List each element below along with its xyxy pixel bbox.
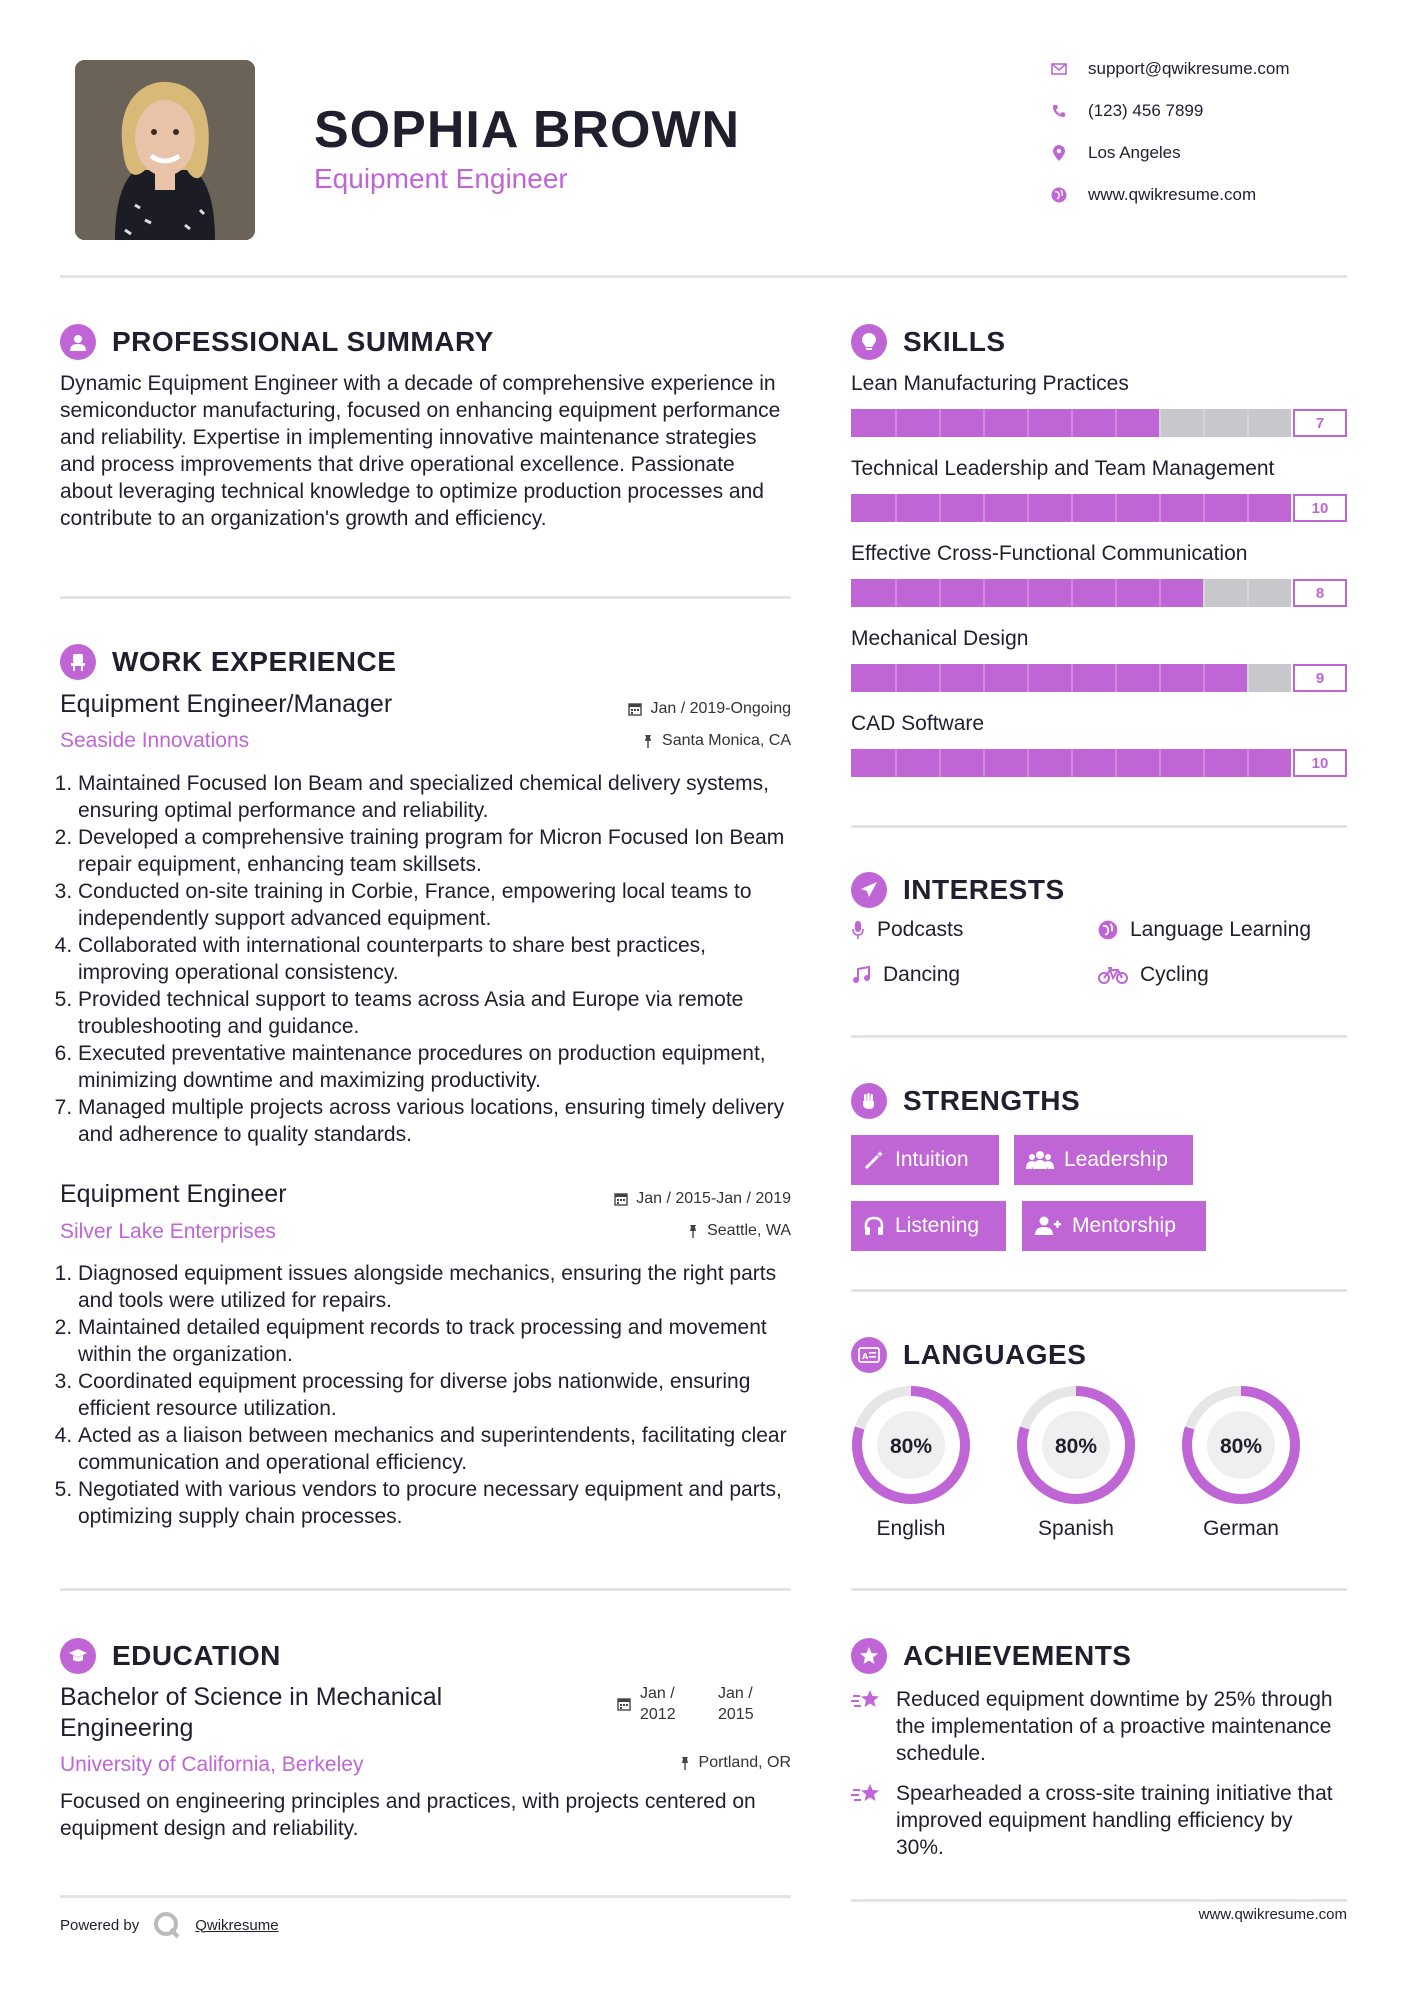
language-name: English	[876, 1517, 946, 1540]
job-dates: Jan / 2019-Ongoing	[520, 700, 791, 718]
profile-photo	[75, 60, 255, 240]
user-plus-icon	[1034, 1215, 1062, 1237]
skill-bar	[851, 494, 1347, 522]
strengths-divider	[851, 1289, 1347, 1292]
languages-divider	[851, 1588, 1347, 1591]
list-item: 5. Negotiated with various vendors to procure necessary equipment and parts, optimizing supply chain processes.	[78, 1476, 793, 1530]
achievement-item: Reduced equipment downtime by 25% through the implementation of a proactive maintenance schedule.	[896, 1688, 1333, 1765]
lightbulb-icon	[851, 324, 887, 360]
skill-bar-segment	[1027, 664, 1029, 692]
star-icon	[851, 1782, 883, 1808]
interest-item: Language Learning	[1098, 918, 1311, 942]
skill-score: 9	[1293, 664, 1347, 692]
pin-icon	[687, 1224, 699, 1238]
list-item: 2. Developed a comprehensive training program for Micron Focused Ion Beam repair equipment, enhancing team skillsets.	[78, 824, 793, 878]
skill-bar-segment	[1203, 664, 1205, 692]
edu-start-month: Jan /	[640, 1685, 675, 1702]
map-pin-icon	[1050, 144, 1068, 162]
skill-bar-segment	[1115, 664, 1117, 692]
website-text: www.qwikresume.com	[1088, 185, 1257, 204]
skill-bar-segment	[1159, 409, 1161, 437]
magic-wand-icon	[863, 1149, 885, 1171]
languages-heading: A LANGUAGES	[851, 1337, 1086, 1373]
globe-icon	[1098, 920, 1118, 940]
skill-bar-segment	[1115, 749, 1117, 777]
globe-icon	[1050, 186, 1068, 204]
skill-bar-segment	[939, 579, 941, 607]
skill-score: 10	[1293, 494, 1347, 522]
group-icon	[1026, 1149, 1054, 1171]
list-item: 3. Coordinated equipment processing for diverse jobs nationwide, ensuring efficient resource utilization.	[78, 1368, 793, 1422]
education-heading: EDUCATION	[60, 1638, 281, 1674]
interests-divider	[851, 1035, 1347, 1038]
skill-bar-segment	[895, 579, 897, 607]
list-item: 5. Provided technical support to teams across Asia and Europe via remote troubleshooting and guidance.	[78, 986, 793, 1040]
music-note-icon	[851, 965, 871, 985]
footer-website[interactable]: www.qwikresume.com	[1198, 1906, 1347, 1923]
skill-bar-segment	[1071, 664, 1073, 692]
degree-line-2: Engineering	[60, 1714, 194, 1742]
skill-bar-segment	[1159, 664, 1161, 692]
contact-website[interactable]	[1050, 180, 1256, 210]
skill-bar-segment	[1159, 749, 1161, 777]
skill-bar-segment	[1247, 494, 1249, 522]
qwikresume-link[interactable]: Qwikresume	[195, 1916, 279, 1934]
graduation-icon	[60, 1638, 96, 1674]
work-divider	[60, 1588, 791, 1591]
strength-chip: Mentorship	[1022, 1201, 1206, 1251]
interests-heading: INTERESTS	[851, 872, 1065, 908]
skill-bar-segment	[939, 494, 941, 522]
skill-bar	[851, 749, 1347, 777]
envelope-icon	[1050, 60, 1068, 78]
candidate-name: SOPHIA BROWN	[314, 101, 741, 159]
strength-chip: Intuition	[851, 1135, 999, 1185]
calendar-icon	[617, 1697, 631, 1711]
microphone-icon	[851, 920, 865, 940]
header-divider	[60, 275, 1347, 278]
skill-bar	[851, 664, 1347, 692]
skill-bar-segment	[1115, 409, 1117, 437]
footer-divider-left	[60, 1895, 791, 1898]
language-percent: 80%	[1219, 1435, 1263, 1458]
email-text: support@qwikresume.com	[1088, 59, 1290, 78]
user-icon	[60, 324, 96, 360]
language-percent: 80%	[1054, 1435, 1098, 1458]
pin-icon	[679, 1756, 691, 1770]
skill-bar-segment	[895, 664, 897, 692]
skill-bar-segment	[983, 409, 985, 437]
skill-bar-segment	[939, 409, 941, 437]
skill-bar-segment	[1247, 579, 1249, 607]
list-item: 6. Executed preventative maintenance procedures on production equipment, minimizing downtime and maximizing productivity.	[78, 1040, 793, 1094]
hand-icon	[851, 1083, 887, 1119]
skill-bar-segment	[1115, 494, 1117, 522]
edu-end-month: Jan /	[718, 1685, 753, 1702]
language-name: German	[1203, 1517, 1279, 1540]
language-name: Spanish	[1038, 1517, 1114, 1540]
job-company: Silver Lake Enterprises	[60, 1220, 276, 1243]
language-card-icon	[851, 1337, 887, 1373]
location-text: Los Angeles	[1088, 143, 1181, 162]
skill-bar	[851, 579, 1347, 607]
skill-name: Lean Manufacturing Practices	[851, 372, 1129, 395]
skill-bar-segment	[1247, 749, 1249, 777]
skill-bar-segment	[895, 749, 897, 777]
footer-divider-right	[851, 1899, 1347, 1902]
list-item: 3. Conducted on-site training in Corbie, France, empowering local teams to independently support advanced equipment.	[78, 878, 793, 932]
edu-start-year: 2012	[640, 1706, 676, 1723]
skill-bar-segment	[983, 749, 985, 777]
skill-score: 10	[1293, 749, 1347, 777]
star-badge-icon	[851, 1638, 887, 1674]
list-item: 4. Acted as a liaison between mechanics and superintendents, facilitating clear communication and operational efficiency.	[78, 1422, 793, 1476]
contact-phone[interactable]	[1050, 96, 1203, 126]
summary-divider	[60, 596, 791, 599]
skill-bar-segment	[895, 409, 897, 437]
skill-bar	[851, 409, 1347, 437]
skill-bar-fill	[851, 409, 1159, 437]
edu-location: Portland, OR	[560, 1754, 791, 1772]
contact-email[interactable]	[1050, 54, 1290, 84]
job-location: Santa Monica, CA	[520, 732, 791, 750]
skill-bar-segment	[1247, 409, 1249, 437]
skill-score: 8	[1293, 579, 1347, 607]
degree-line-1: Bachelor of Science in Mechanical	[60, 1683, 443, 1711]
skill-name: Technical Leadership and Team Management	[851, 457, 1275, 480]
education-description: Focused on engineering principles and practices, with projects centered on equipment design and reliability.	[60, 1790, 756, 1840]
work-heading: WORK EXPERIENCE	[60, 644, 396, 680]
summary-text: Dynamic Equipment Engineer with a decade of comprehensive experience in semiconductor manufacturing, focused on enhancing equipment performance and reliability. Expertise in implementing innovative maintenance strategies and process improvements that drive operational excellence. Passionate about leveraging technical knowledge to optimize production processes and contribute to an organization's growth and efficiency.	[60, 372, 781, 530]
skill-bar-segment	[1027, 749, 1029, 777]
skill-bar-segment	[983, 579, 985, 607]
language-gauge	[1179, 1383, 1303, 1507]
svg-text:A: A	[862, 1352, 869, 1361]
phone-icon	[1050, 102, 1068, 120]
school-name: University of California, Berkeley	[60, 1753, 364, 1776]
pin-icon	[642, 734, 654, 748]
powered-by: Powered by Qwikresume	[60, 1905, 279, 1945]
skill-bar-segment	[1115, 579, 1117, 607]
job-title: Equipment Engineer/Manager	[60, 690, 393, 718]
list-item: 1. Diagnosed equipment issues alongside mechanics, ensuring the right parts and tools were utilized for repairs.	[78, 1260, 793, 1314]
interest-item: Dancing	[851, 963, 960, 987]
skill-bar-segment	[1203, 409, 1205, 437]
strength-chip: Leadership	[1014, 1135, 1193, 1185]
edu-end-year: 2015	[718, 1706, 754, 1723]
list-item: 2. Maintained detailed equipment records to track processing and movement within the organization.	[78, 1314, 793, 1368]
interest-item: Cycling	[1098, 963, 1209, 987]
list-item: 4. Collaborated with international counterparts to share best practices, improving operational consistency.	[78, 932, 793, 986]
skill-bar-segment	[1159, 494, 1161, 522]
job-company: Seaside Innovations	[60, 729, 250, 752]
interest-item: Podcasts	[851, 918, 963, 942]
skill-bar-segment	[939, 664, 941, 692]
skill-bar-segment	[1071, 579, 1073, 607]
summary-heading: PROFESSIONAL SUMMARY	[60, 324, 494, 360]
skill-bar-segment	[1203, 579, 1205, 607]
skill-score: 7	[1293, 409, 1347, 437]
skill-bar-segment	[1159, 579, 1161, 607]
achievement-item: Spearheaded a cross-site training initiative that improved equipment handling efficiency by 30%.	[896, 1782, 1333, 1859]
skills-divider	[851, 825, 1347, 828]
achievements-heading: ACHIEVEMENTS	[851, 1638, 1131, 1674]
skill-bar-fill	[851, 664, 1247, 692]
job-dates: Jan / 2015-Jan / 2019	[500, 1190, 791, 1208]
qwikresume-logo-icon	[153, 1911, 181, 1939]
calendar-icon	[628, 702, 642, 716]
job-title: Equipment Engineer	[60, 1180, 287, 1208]
calendar-icon	[614, 1192, 628, 1206]
skill-bar-segment	[1027, 409, 1029, 437]
skill-bar-segment	[983, 664, 985, 692]
job-bullets	[58, 770, 793, 1148]
skill-bar-segment	[895, 494, 897, 522]
skill-bar-segment	[1247, 664, 1249, 692]
skill-bar-segment	[1071, 409, 1073, 437]
language-gauge	[1014, 1383, 1138, 1507]
bicycle-icon	[1098, 965, 1128, 985]
language-gauge	[849, 1383, 973, 1507]
skill-bar-segment	[983, 494, 985, 522]
skill-bar-segment	[1027, 579, 1029, 607]
skill-bar-segment	[1203, 749, 1205, 777]
paper-plane-icon	[851, 872, 887, 908]
skill-name: Effective Cross-Functional Communication	[851, 542, 1248, 565]
chair-icon	[60, 644, 96, 680]
list-item: 7. Managed multiple projects across various locations, ensuring timely delivery and adherence to quality standards.	[78, 1094, 793, 1148]
skill-bar-segment	[1027, 494, 1029, 522]
strengths-heading: STRENGTHS	[851, 1083, 1080, 1119]
job-location: Seattle, WA	[520, 1222, 791, 1240]
skill-bar-segment	[1071, 494, 1073, 522]
skill-name: CAD Software	[851, 712, 985, 735]
skills-heading: SKILLS	[851, 324, 1006, 360]
job-bullets	[58, 1260, 793, 1530]
skill-bar-segment	[939, 749, 941, 777]
candidate-role: Equipment Engineer	[314, 163, 568, 194]
star-icon	[851, 1688, 883, 1714]
list-item: 1. Maintained Focused Ion Beam and specialized chemical delivery systems, ensuring optimal performance and reliability.	[78, 770, 793, 824]
contact-location	[1050, 138, 1181, 168]
headphones-icon	[863, 1215, 885, 1237]
skill-name: Mechanical Design	[851, 627, 1029, 650]
skill-bar-segment	[1071, 749, 1073, 777]
phone-text: (123) 456 7899	[1088, 101, 1204, 120]
skill-bar-segment	[1203, 494, 1205, 522]
strength-chip: Listening	[851, 1201, 1006, 1251]
language-percent: 80%	[889, 1435, 933, 1458]
